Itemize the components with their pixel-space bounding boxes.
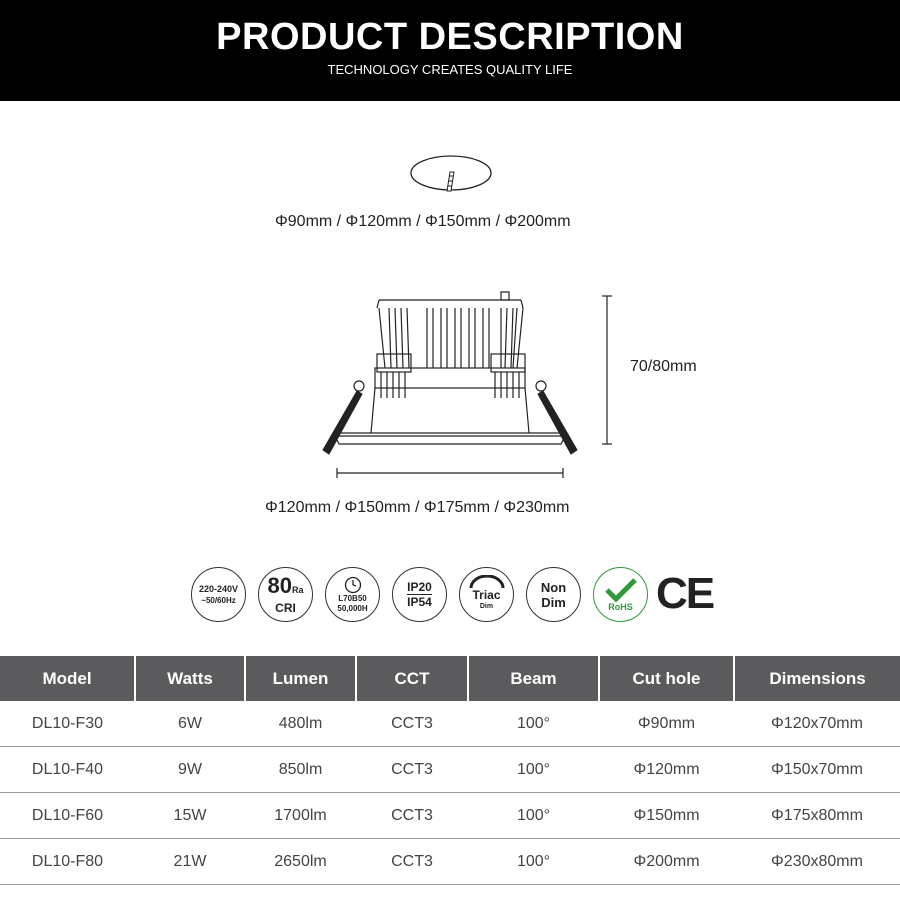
cell-cct: CCT3 xyxy=(356,839,468,885)
rohs-badge xyxy=(593,567,648,622)
cri-label: CRI xyxy=(275,601,296,615)
cell-lumen: 850lm xyxy=(245,747,356,793)
voltage-line1: 220-240V xyxy=(198,583,239,594)
cell-dimensions: Φ120x70mm xyxy=(734,701,900,747)
checkmark-icon xyxy=(604,578,638,602)
header-watts: Watts xyxy=(135,656,245,701)
cell-model: DL10-F60 xyxy=(0,793,135,839)
cell-cut-hole: Φ90mm xyxy=(599,701,734,747)
cell-model: DL10-F40 xyxy=(0,747,135,793)
voltage-badge xyxy=(191,567,246,622)
cell-cct: CCT3 xyxy=(356,701,468,747)
cell-cut-hole: Φ120mm xyxy=(599,747,734,793)
cri-unit: Ra xyxy=(291,585,304,595)
cell-lumen: 1700lm xyxy=(245,793,356,839)
cell-dimensions: Φ230x80mm xyxy=(734,839,900,885)
clock-icon xyxy=(344,576,362,594)
cell-watts: 9W xyxy=(135,747,245,793)
diameter-label: Φ120mm / Φ150mm / Φ175mm / Φ230mm xyxy=(265,499,570,516)
non-dim-badge xyxy=(526,567,581,622)
header-beam: Beam xyxy=(468,656,599,701)
cut-hole-icon xyxy=(405,150,497,200)
cell-beam: 100° xyxy=(468,701,599,747)
cell-beam: 100° xyxy=(468,839,599,885)
spec-table xyxy=(0,656,900,885)
cell-dimensions: Φ175x80mm xyxy=(734,793,900,839)
lifetime-line2: 50,000H xyxy=(337,603,368,613)
cell-model: DL10-F30 xyxy=(0,701,135,747)
cell-cut-hole: Φ150mm xyxy=(599,793,734,839)
header-dimensions: Dimensions xyxy=(734,656,900,701)
cell-dimensions: Φ150x70mm xyxy=(734,747,900,793)
triac-dim-badge xyxy=(459,567,514,622)
cell-beam: 100° xyxy=(468,793,599,839)
triac-line2: Dim xyxy=(479,602,494,610)
cell-cct: CCT3 xyxy=(356,747,468,793)
non-dim-line1: Non xyxy=(540,579,567,595)
table-row xyxy=(0,793,900,839)
header-cct: CCT xyxy=(356,656,468,701)
header-lumen: Lumen xyxy=(245,656,356,701)
non-dim-line2: Dim xyxy=(541,594,566,610)
lifetime-badge xyxy=(325,567,380,622)
cell-watts: 15W xyxy=(135,793,245,839)
rohs-label: RoHS xyxy=(608,601,633,612)
height-label: 70/80mm xyxy=(630,358,697,375)
cell-watts: 6W xyxy=(135,701,245,747)
page-title: PRODUCT DESCRIPTION xyxy=(216,16,684,58)
ip-rating-badge xyxy=(392,567,447,622)
cell-beam: 100° xyxy=(468,747,599,793)
lifetime-line1: L70B50 xyxy=(338,593,367,603)
header-cut-hole: Cut hole xyxy=(599,656,734,701)
dimmer-arc-icon xyxy=(467,575,507,589)
cell-cct: CCT3 xyxy=(356,793,468,839)
table-header-row xyxy=(0,656,900,701)
ip-line1: IP20 xyxy=(407,579,432,594)
cut-hole-label: Φ90mm / Φ120mm / Φ150mm / Φ200mm xyxy=(275,213,571,230)
cell-cut-hole: Φ200mm xyxy=(599,839,734,885)
cell-lumen: 480lm xyxy=(245,701,356,747)
triac-line1: Triac xyxy=(472,587,501,602)
table-row xyxy=(0,701,900,747)
table-row xyxy=(0,839,900,885)
cri-badge xyxy=(258,567,313,622)
downlight-side-view xyxy=(315,288,625,488)
ce-mark-icon: CE xyxy=(656,569,714,618)
ip-line2: IP54 xyxy=(407,594,432,609)
header-banner xyxy=(0,0,900,101)
voltage-line2: ~50/60Hz xyxy=(201,595,236,605)
cell-model: DL10-F80 xyxy=(0,839,135,885)
table-row xyxy=(0,747,900,793)
page-subtitle: TECHNOLOGY CREATES QUALITY LIFE xyxy=(327,62,573,77)
cri-value: 80 xyxy=(267,573,292,598)
cell-watts: 21W xyxy=(135,839,245,885)
cell-lumen: 2650lm xyxy=(245,839,356,885)
header-model: Model xyxy=(0,656,135,701)
